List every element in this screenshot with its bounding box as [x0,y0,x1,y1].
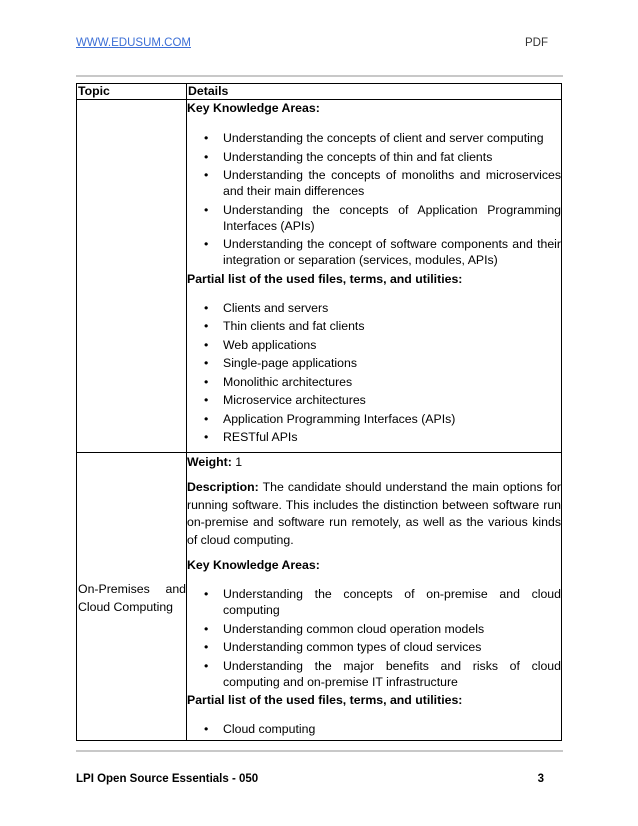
list-item: • Web applications [187,337,561,353]
header-divider [76,75,563,77]
list-item: • Understanding the major benefits and risks of cloud computing and on-premise IT infrastructure [187,658,561,690]
kka-list [187,130,561,268]
list-item: • Understanding common types of cloud services [187,639,561,655]
list-item: • Understanding the concepts of thin and fat clients [187,149,561,165]
list-item: • Microservice architectures [187,392,561,408]
list-item: • Application Programming Interfaces (APIs) [187,411,561,427]
footer-divider [76,750,563,752]
description [187,479,561,549]
list-item: • Understanding the concept of software components and their integration or separation (services, modules, APIs) [187,236,561,268]
table-header-row [77,84,562,100]
table-row [77,100,562,453]
list-item: • Clients and servers [187,300,561,316]
list-item: • Single-page applications [187,355,561,371]
weight-label: Weight: [187,455,232,469]
topic-cell [77,453,187,741]
list-item: • Thin clients and fat clients [187,318,561,334]
kka-list [187,586,561,690]
files-list [187,300,561,446]
description-label: Description: [187,480,259,494]
kka-heading: Key Knowledge Areas: [187,101,320,115]
footer-title: LPI Open Source Essentials - 050 [76,773,259,785]
files-heading: Partial list of the used files, terms, and utilities: [187,693,463,707]
column-header-topic: Topic [77,84,187,100]
list-item: • Understanding the concepts of monoliths and microservices and their main differences [187,167,561,199]
list-item: • Understanding the concepts of client and server computing [187,130,561,146]
topics-table [76,83,562,741]
site-link[interactable]: WWW.EDUSUM.COM [76,37,191,49]
table-row [77,453,562,741]
weight-value: 1 [235,455,243,469]
details-cell [187,100,562,453]
details-cell [187,453,562,741]
list-item: • Cloud computing [187,721,561,737]
list-item: • Understanding the concepts of on-premise and cloud computing [187,586,561,618]
weight-line [187,453,561,471]
list-item: • Understanding the concepts of Application Programming Interfaces (APIs) [187,202,561,234]
description-text: The candidate should understand the main options for running software. This includes the distinction between software run on-premise and software run remotely, as well as the various kinds of cloud computing. [187,480,561,547]
files-heading: Partial list of the used files, terms, and utilities: [187,271,463,286]
kka-heading: Key Knowledge Areas: [187,558,320,572]
format-label: PDF [525,37,548,49]
files-list [187,721,561,737]
list-item: • Understanding common cloud operation models [187,621,561,637]
list-item: • RESTful APIs [187,429,561,445]
topic-cell-empty [77,100,187,453]
list-item: • Monolithic architectures [187,374,561,390]
page-number: 3 [537,773,544,785]
column-header-details: Details [187,84,562,100]
topic-name: On-Premises and Cloud Computing [78,582,186,614]
